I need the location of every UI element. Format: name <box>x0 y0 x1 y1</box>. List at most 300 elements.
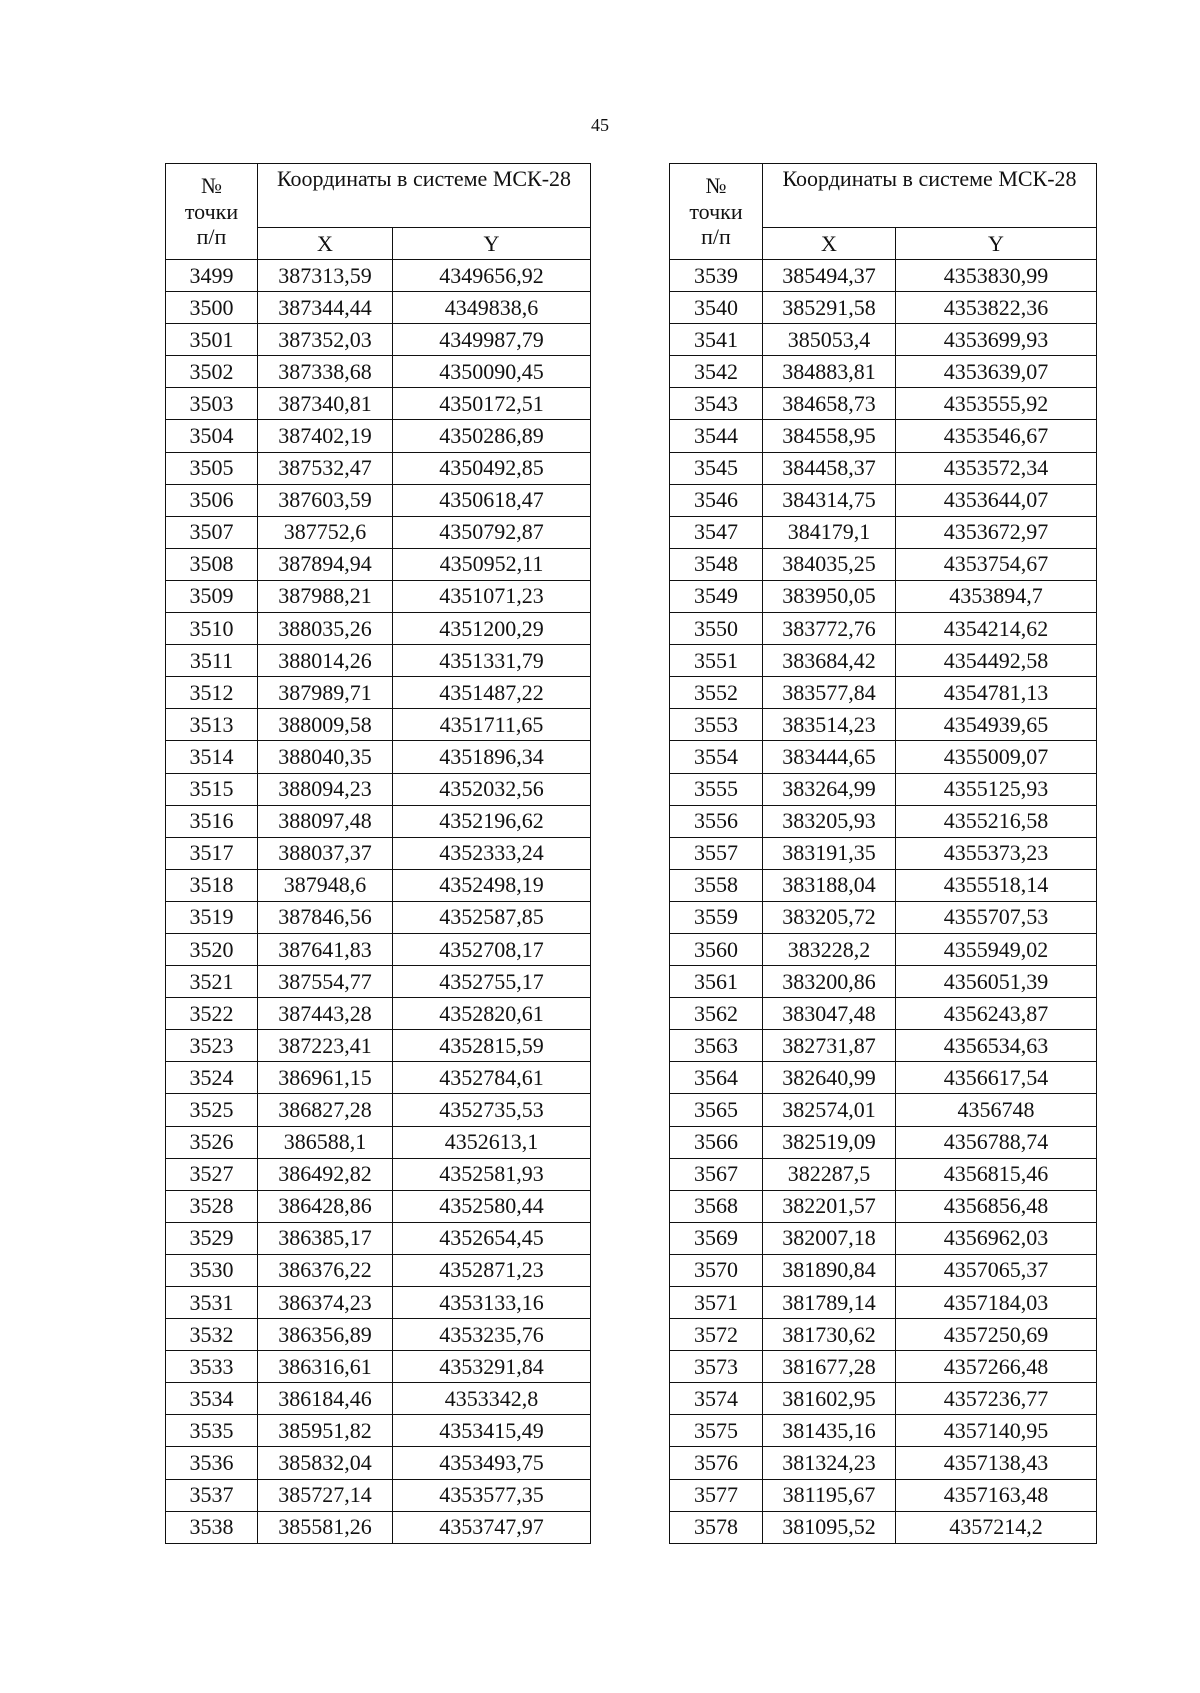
table-row <box>166 1383 591 1415</box>
x-coordinate-cell: 387948,6 <box>258 869 393 901</box>
point-number-cell: 3573 <box>670 1351 763 1383</box>
y-coordinate-cell: 4352755,17 <box>393 966 591 998</box>
y-coordinate-cell: 4353644,07 <box>896 484 1097 516</box>
x-coordinate-cell: 387338,68 <box>258 356 393 388</box>
table-row <box>670 1415 1097 1447</box>
x-coordinate-cell: 381730,62 <box>763 1319 896 1351</box>
x-coordinate-cell: 384179,1 <box>763 516 896 548</box>
point-number-cell: 3530 <box>166 1254 258 1286</box>
x-coordinate-cell: 383188,04 <box>763 869 896 901</box>
y-coordinate-cell: 4356617,54 <box>896 1062 1097 1094</box>
point-number-cell: 3517 <box>166 837 258 869</box>
y-coordinate-cell: 4353342,8 <box>393 1383 591 1415</box>
table-row <box>670 452 1097 484</box>
y-coordinate-cell: 4355518,14 <box>896 869 1097 901</box>
x-coordinate-cell: 387989,71 <box>258 677 393 709</box>
y-coordinate-cell: 4357138,43 <box>896 1447 1097 1479</box>
y-coordinate-cell: 4353133,16 <box>393 1287 591 1319</box>
point-number-cell: 3544 <box>670 420 763 452</box>
table-row <box>670 773 1097 805</box>
x-coordinate-cell: 386961,15 <box>258 1062 393 1094</box>
y-coordinate-cell: 4351331,79 <box>393 645 591 677</box>
y-coordinate-cell: 4353747,97 <box>393 1511 591 1543</box>
point-number-cell: 3515 <box>166 773 258 805</box>
table-row <box>166 580 591 612</box>
y-coordinate-cell: 4353415,49 <box>393 1415 591 1447</box>
point-number-cell: 3533 <box>166 1351 258 1383</box>
x-coordinate-cell: 386827,28 <box>258 1094 393 1126</box>
point-number-cell: 3553 <box>670 709 763 741</box>
y-coordinate-cell: 4356534,63 <box>896 1030 1097 1062</box>
x-coordinate-cell: 387223,41 <box>258 1030 393 1062</box>
table-row <box>670 1511 1097 1543</box>
point-number-cell: 3555 <box>670 773 763 805</box>
point-number-cell: 3521 <box>166 966 258 998</box>
x-coordinate-cell: 383205,93 <box>763 805 896 837</box>
x-coordinate-cell: 383047,48 <box>763 998 896 1030</box>
point-number-cell: 3560 <box>670 933 763 965</box>
y-coordinate-cell: 4352708,17 <box>393 933 591 965</box>
table-row <box>670 516 1097 548</box>
table-row <box>166 292 591 324</box>
table-row <box>166 773 591 805</box>
y-coordinate-cell: 4349987,79 <box>393 324 591 356</box>
table-row <box>670 677 1097 709</box>
x-coordinate-cell: 387344,44 <box>258 292 393 324</box>
x-coordinate-cell: 385951,82 <box>258 1415 393 1447</box>
y-coordinate-cell: 4351071,23 <box>393 580 591 612</box>
point-number-cell: 3559 <box>670 901 763 933</box>
table-row <box>166 709 591 741</box>
x-coordinate-cell: 383444,65 <box>763 741 896 773</box>
x-coordinate-cell: 384883,81 <box>763 356 896 388</box>
table-row <box>166 1351 591 1383</box>
x-coordinate-cell: 387340,81 <box>258 388 393 420</box>
table-row <box>166 805 591 837</box>
table-row <box>166 645 591 677</box>
y-coordinate-cell: 4353699,93 <box>896 324 1097 356</box>
point-number-cell: 3570 <box>670 1254 763 1286</box>
table-row <box>166 677 591 709</box>
x-coordinate-cell: 381890,84 <box>763 1254 896 1286</box>
y-coordinate-cell: 4357184,03 <box>896 1287 1097 1319</box>
table-row <box>166 966 591 998</box>
table-row <box>670 1479 1097 1511</box>
point-number-cell: 3576 <box>670 1447 763 1479</box>
point-number-cell: 3522 <box>166 998 258 1030</box>
x-coordinate-cell: 382007,18 <box>763 1222 896 1254</box>
table-header <box>166 164 591 260</box>
table-row <box>166 1415 591 1447</box>
table-row <box>166 613 591 645</box>
table-body <box>670 260 1097 1544</box>
table-row <box>166 1319 591 1351</box>
point-number-header-line2: точки <box>184 198 239 224</box>
y-coordinate-cell: 4352581,93 <box>393 1158 591 1190</box>
y-coordinate-cell: 4351896,34 <box>393 741 591 773</box>
x-coordinate-cell: 381095,52 <box>763 1511 896 1543</box>
x-coordinate-cell: 387752,6 <box>258 516 393 548</box>
y-coordinate-cell: 4355125,93 <box>896 773 1097 805</box>
y-coordinate-cell: 4356815,46 <box>896 1158 1097 1190</box>
point-number-cell: 3569 <box>670 1222 763 1254</box>
y-coordinate-cell: 4353572,34 <box>896 452 1097 484</box>
x-coordinate-cell: 383264,99 <box>763 773 896 805</box>
x-column-header: X <box>763 228 896 260</box>
point-number-cell: 3514 <box>166 741 258 773</box>
point-number-cell: 3572 <box>670 1319 763 1351</box>
point-number-header <box>166 164 258 260</box>
point-number-cell: 3525 <box>166 1094 258 1126</box>
table-row <box>670 837 1097 869</box>
x-coordinate-cell: 381435,16 <box>763 1415 896 1447</box>
x-coordinate-cell: 386428,86 <box>258 1190 393 1222</box>
y-coordinate-cell: 4356748 <box>896 1094 1097 1126</box>
y-column-header: Y <box>896 228 1097 260</box>
point-number-cell: 3552 <box>670 677 763 709</box>
y-coordinate-cell: 4353555,92 <box>896 388 1097 420</box>
table-row <box>670 645 1097 677</box>
y-coordinate-cell: 4354214,62 <box>896 613 1097 645</box>
point-number-cell: 3554 <box>670 741 763 773</box>
point-number-cell: 3527 <box>166 1158 258 1190</box>
point-number-cell: 3542 <box>670 356 763 388</box>
y-column-header: Y <box>393 228 591 260</box>
x-coordinate-cell: 385727,14 <box>258 1479 393 1511</box>
table-row <box>166 869 591 901</box>
table-row <box>166 1254 591 1286</box>
table-row <box>670 805 1097 837</box>
y-coordinate-cell: 4354492,58 <box>896 645 1097 677</box>
y-coordinate-cell: 4355949,02 <box>896 933 1097 965</box>
table-row <box>166 1222 591 1254</box>
y-coordinate-cell: 4356243,87 <box>896 998 1097 1030</box>
coordinates-table-right <box>669 163 1097 1544</box>
table-row <box>670 420 1097 452</box>
y-coordinate-cell: 4351200,29 <box>393 613 591 645</box>
table-row <box>670 613 1097 645</box>
x-coordinate-cell: 387443,28 <box>258 998 393 1030</box>
point-number-cell: 3546 <box>670 484 763 516</box>
y-coordinate-cell: 4353577,35 <box>393 1479 591 1511</box>
table-row <box>670 998 1097 1030</box>
table-row <box>670 580 1097 612</box>
x-coordinate-cell: 385291,58 <box>763 292 896 324</box>
table-row <box>670 1126 1097 1158</box>
point-number-cell: 3539 <box>670 260 763 292</box>
y-coordinate-cell: 4351711,65 <box>393 709 591 741</box>
point-number-cell: 3536 <box>166 1447 258 1479</box>
point-number-cell: 3562 <box>670 998 763 1030</box>
x-coordinate-cell: 384035,25 <box>763 548 896 580</box>
point-number-cell: 3575 <box>670 1415 763 1447</box>
point-number-cell: 3548 <box>670 548 763 580</box>
table-row <box>670 388 1097 420</box>
y-coordinate-cell: 4352613,1 <box>393 1126 591 1158</box>
table-row <box>670 1254 1097 1286</box>
x-coordinate-cell: 387532,47 <box>258 452 393 484</box>
point-number-cell: 3578 <box>670 1511 763 1543</box>
point-number-cell: 3501 <box>166 324 258 356</box>
x-coordinate-cell: 387313,59 <box>258 260 393 292</box>
table-row <box>166 388 591 420</box>
y-coordinate-cell: 4355216,58 <box>896 805 1097 837</box>
table-row <box>670 1030 1097 1062</box>
y-coordinate-cell: 4357140,95 <box>896 1415 1097 1447</box>
y-coordinate-cell: 4354781,13 <box>896 677 1097 709</box>
table-row <box>166 324 591 356</box>
x-coordinate-cell: 384458,37 <box>763 452 896 484</box>
x-column-header: X <box>258 228 393 260</box>
table-row <box>166 1158 591 1190</box>
point-number-cell: 3518 <box>166 869 258 901</box>
point-number-cell: 3506 <box>166 484 258 516</box>
x-coordinate-cell: 381195,67 <box>763 1479 896 1511</box>
y-coordinate-cell: 4350172,51 <box>393 388 591 420</box>
table-row <box>166 837 591 869</box>
y-coordinate-cell: 4353672,97 <box>896 516 1097 548</box>
y-coordinate-cell: 4352333,24 <box>393 837 591 869</box>
table-row <box>166 484 591 516</box>
point-number-header <box>670 164 763 260</box>
point-number-cell: 3503 <box>166 388 258 420</box>
y-coordinate-cell: 4352815,59 <box>393 1030 591 1062</box>
table-row <box>166 356 591 388</box>
point-number-cell: 3550 <box>670 613 763 645</box>
x-coordinate-cell: 384658,73 <box>763 388 896 420</box>
x-coordinate-cell: 386376,22 <box>258 1254 393 1286</box>
table-row <box>670 1319 1097 1351</box>
x-coordinate-cell: 382574,01 <box>763 1094 896 1126</box>
x-coordinate-cell: 387352,03 <box>258 324 393 356</box>
point-number-cell: 3526 <box>166 1126 258 1158</box>
y-coordinate-cell: 4352784,61 <box>393 1062 591 1094</box>
x-coordinate-cell: 387554,77 <box>258 966 393 998</box>
table-row <box>166 1094 591 1126</box>
x-coordinate-cell: 386588,1 <box>258 1126 393 1158</box>
x-coordinate-cell: 388094,23 <box>258 773 393 805</box>
x-coordinate-cell: 388035,26 <box>258 613 393 645</box>
point-number-cell: 3571 <box>670 1287 763 1319</box>
x-coordinate-cell: 383200,86 <box>763 966 896 998</box>
point-number-cell: 3545 <box>670 452 763 484</box>
point-number-cell: 3499 <box>166 260 258 292</box>
x-coordinate-cell: 388014,26 <box>258 645 393 677</box>
point-number-header-line1: № <box>705 172 727 198</box>
table-row <box>670 324 1097 356</box>
y-coordinate-cell: 4356788,74 <box>896 1126 1097 1158</box>
point-number-header-line3: п/п <box>701 224 731 250</box>
table-row <box>166 1062 591 1094</box>
table-row <box>166 998 591 1030</box>
x-coordinate-cell: 388097,48 <box>258 805 393 837</box>
y-coordinate-cell: 4352871,23 <box>393 1254 591 1286</box>
x-coordinate-cell: 381324,23 <box>763 1447 896 1479</box>
table-row <box>670 709 1097 741</box>
point-number-cell: 3561 <box>670 966 763 998</box>
table-row <box>166 420 591 452</box>
y-coordinate-cell: 4353291,84 <box>393 1351 591 1383</box>
table-row <box>166 933 591 965</box>
y-coordinate-cell: 4357163,48 <box>896 1479 1097 1511</box>
x-coordinate-cell: 381789,14 <box>763 1287 896 1319</box>
table-row <box>670 741 1097 773</box>
point-number-cell: 3511 <box>166 645 258 677</box>
table-row <box>670 1287 1097 1319</box>
table-row <box>670 901 1097 933</box>
y-coordinate-cell: 4353822,36 <box>896 292 1097 324</box>
x-coordinate-cell: 388009,58 <box>258 709 393 741</box>
point-number-cell: 3529 <box>166 1222 258 1254</box>
point-number-cell: 3577 <box>670 1479 763 1511</box>
y-coordinate-cell: 4356856,48 <box>896 1190 1097 1222</box>
x-coordinate-cell: 382519,09 <box>763 1126 896 1158</box>
y-coordinate-cell: 4352498,19 <box>393 869 591 901</box>
point-number-cell: 3563 <box>670 1030 763 1062</box>
point-number-cell: 3523 <box>166 1030 258 1062</box>
x-coordinate-cell: 385581,26 <box>258 1511 393 1543</box>
x-coordinate-cell: 386492,82 <box>258 1158 393 1190</box>
y-coordinate-cell: 4352820,61 <box>393 998 591 1030</box>
table-row <box>670 1094 1097 1126</box>
table-row <box>670 292 1097 324</box>
coordinates-header: Координаты в системе МСК-28 <box>258 164 591 228</box>
y-coordinate-cell: 4353830,99 <box>896 260 1097 292</box>
y-coordinate-cell: 4352587,85 <box>393 901 591 933</box>
y-coordinate-cell: 4355707,53 <box>896 901 1097 933</box>
point-number-cell: 3532 <box>166 1319 258 1351</box>
y-coordinate-cell: 4357236,77 <box>896 1383 1097 1415</box>
x-coordinate-cell: 386184,46 <box>258 1383 393 1415</box>
table-row <box>166 516 591 548</box>
point-number-cell: 3567 <box>670 1158 763 1190</box>
x-coordinate-cell: 385494,37 <box>763 260 896 292</box>
y-coordinate-cell: 4350618,47 <box>393 484 591 516</box>
point-number-cell: 3512 <box>166 677 258 709</box>
x-coordinate-cell: 385053,4 <box>763 324 896 356</box>
point-number-cell: 3568 <box>670 1190 763 1222</box>
x-coordinate-cell: 382201,57 <box>763 1190 896 1222</box>
point-number-cell: 3538 <box>166 1511 258 1543</box>
table-row <box>166 260 591 292</box>
point-number-cell: 3520 <box>166 933 258 965</box>
point-number-cell: 3537 <box>166 1479 258 1511</box>
y-coordinate-cell: 4357214,2 <box>896 1511 1097 1543</box>
point-number-cell: 3502 <box>166 356 258 388</box>
table-header <box>670 164 1097 260</box>
table-row <box>166 1511 591 1543</box>
x-coordinate-cell: 383684,42 <box>763 645 896 677</box>
x-coordinate-cell: 387603,59 <box>258 484 393 516</box>
x-coordinate-cell: 383205,72 <box>763 901 896 933</box>
point-number-cell: 3543 <box>670 388 763 420</box>
x-coordinate-cell: 386385,17 <box>258 1222 393 1254</box>
table-row <box>670 356 1097 388</box>
x-coordinate-cell: 387846,56 <box>258 901 393 933</box>
table-row <box>166 1447 591 1479</box>
x-coordinate-cell: 388037,37 <box>258 837 393 869</box>
point-number-cell: 3574 <box>670 1383 763 1415</box>
table-row <box>670 1447 1097 1479</box>
y-coordinate-cell: 4353754,67 <box>896 548 1097 580</box>
table-row <box>166 548 591 580</box>
point-number-cell: 3519 <box>166 901 258 933</box>
table-row <box>670 1222 1097 1254</box>
y-coordinate-cell: 4353546,67 <box>896 420 1097 452</box>
page-number: 45 <box>591 115 609 135</box>
table-row <box>670 260 1097 292</box>
point-number-cell: 3534 <box>166 1383 258 1415</box>
point-number-cell: 3524 <box>166 1062 258 1094</box>
point-number-cell: 3549 <box>670 580 763 612</box>
y-coordinate-cell: 4352654,45 <box>393 1222 591 1254</box>
x-coordinate-cell: 386316,61 <box>258 1351 393 1383</box>
point-number-cell: 3516 <box>166 805 258 837</box>
y-coordinate-cell: 4353639,07 <box>896 356 1097 388</box>
point-number-cell: 3551 <box>670 645 763 677</box>
y-coordinate-cell: 4350952,11 <box>393 548 591 580</box>
x-coordinate-cell: 384314,75 <box>763 484 896 516</box>
x-coordinate-cell: 383191,35 <box>763 837 896 869</box>
y-coordinate-cell: 4352580,44 <box>393 1190 591 1222</box>
coordinates-table-left <box>165 163 591 1544</box>
table-row <box>670 966 1097 998</box>
table-row <box>166 1287 591 1319</box>
y-coordinate-cell: 4355009,07 <box>896 741 1097 773</box>
y-coordinate-cell: 4350792,87 <box>393 516 591 548</box>
point-number-cell: 3541 <box>670 324 763 356</box>
y-coordinate-cell: 4356051,39 <box>896 966 1097 998</box>
point-number-cell: 3509 <box>166 580 258 612</box>
y-coordinate-cell: 4357065,37 <box>896 1254 1097 1286</box>
y-coordinate-cell: 4353493,75 <box>393 1447 591 1479</box>
y-coordinate-cell: 4354939,65 <box>896 709 1097 741</box>
x-coordinate-cell: 386356,89 <box>258 1319 393 1351</box>
x-coordinate-cell: 387641,83 <box>258 933 393 965</box>
table-row <box>166 1126 591 1158</box>
point-number-cell: 3535 <box>166 1415 258 1447</box>
point-number-cell: 3556 <box>670 805 763 837</box>
y-coordinate-cell: 4352196,62 <box>393 805 591 837</box>
table-row <box>670 1351 1097 1383</box>
x-coordinate-cell: 383228,2 <box>763 933 896 965</box>
table-row <box>670 548 1097 580</box>
point-number-cell: 3505 <box>166 452 258 484</box>
x-coordinate-cell: 383950,05 <box>763 580 896 612</box>
x-coordinate-cell: 386374,23 <box>258 1287 393 1319</box>
x-coordinate-cell: 383772,76 <box>763 613 896 645</box>
x-coordinate-cell: 388040,35 <box>258 741 393 773</box>
point-number-cell: 3531 <box>166 1287 258 1319</box>
x-coordinate-cell: 381602,95 <box>763 1383 896 1415</box>
x-coordinate-cell: 383577,84 <box>763 677 896 709</box>
y-coordinate-cell: 4350492,85 <box>393 452 591 484</box>
x-coordinate-cell: 383514,23 <box>763 709 896 741</box>
point-number-cell: 3566 <box>670 1126 763 1158</box>
y-coordinate-cell: 4352032,56 <box>393 773 591 805</box>
table-row <box>670 1190 1097 1222</box>
table-row <box>670 1383 1097 1415</box>
point-number-cell: 3500 <box>166 292 258 324</box>
y-coordinate-cell: 4357250,69 <box>896 1319 1097 1351</box>
point-number-header-line3: п/п <box>196 224 227 250</box>
x-coordinate-cell: 382287,5 <box>763 1158 896 1190</box>
point-number-cell: 3507 <box>166 516 258 548</box>
y-coordinate-cell: 4357266,48 <box>896 1351 1097 1383</box>
point-number-cell: 3513 <box>166 709 258 741</box>
y-coordinate-cell: 4349656,92 <box>393 260 591 292</box>
y-coordinate-cell: 4352735,53 <box>393 1094 591 1126</box>
